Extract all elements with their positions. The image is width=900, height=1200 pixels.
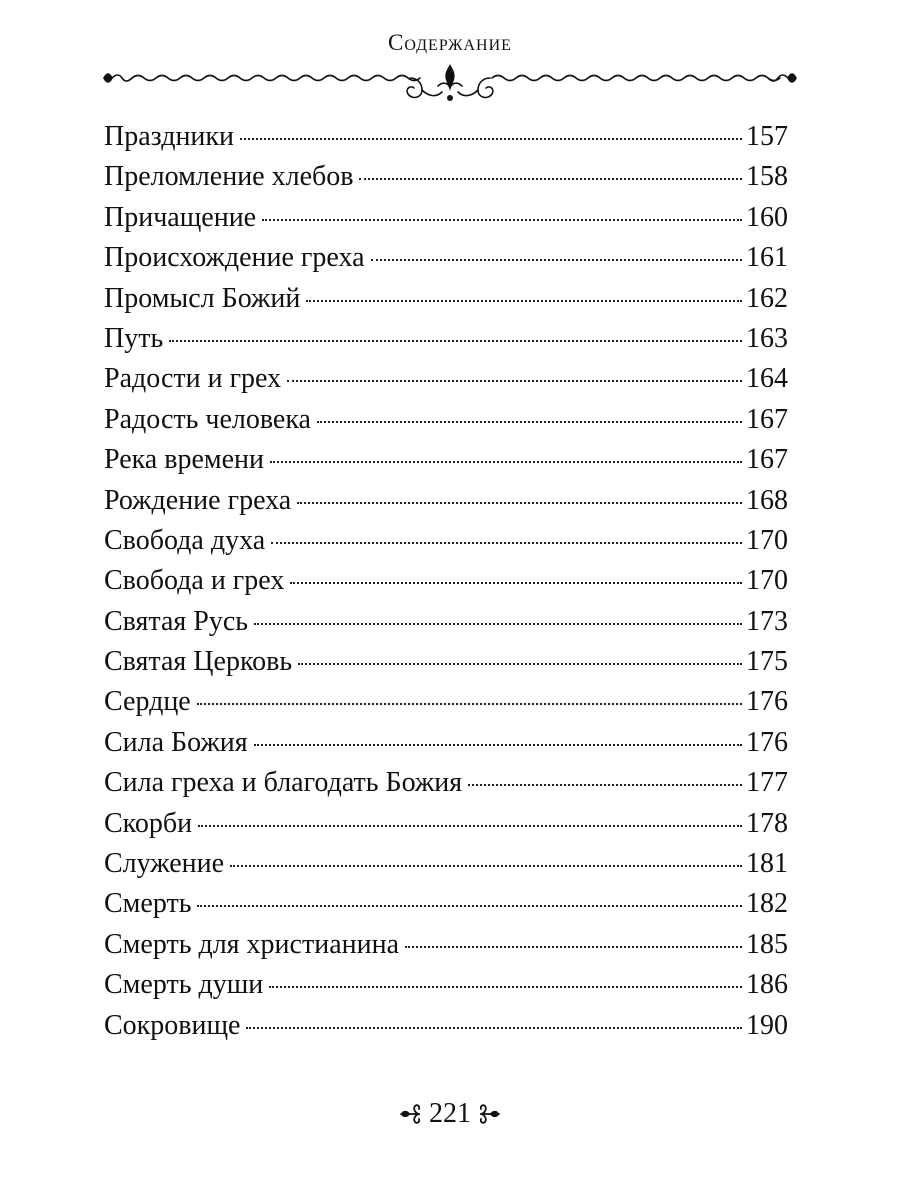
toc-entry-page: 190: [746, 1009, 788, 1041]
toc-entry: [104, 844, 788, 884]
toc-entry-page: 157: [746, 121, 788, 152]
toc-entry-page: 173: [746, 605, 788, 637]
toc-entry: [104, 521, 788, 561]
toc-entry-title: Река времени: [104, 444, 265, 476]
toc-entry: [104, 481, 788, 521]
toc-entry-title: Преломление хлебов: [104, 161, 354, 193]
dot-leader: [198, 825, 742, 827]
toc-entry-page: 167: [746, 403, 788, 435]
toc-entry-page: 163: [746, 322, 788, 354]
toc-entry-title: Сокровище: [104, 1009, 241, 1041]
running-head: Содержание: [388, 30, 512, 55]
toc-entry: [104, 238, 788, 278]
toc-entry-title: Святая Русь: [104, 605, 249, 637]
toc-entry-page: 167: [746, 444, 788, 476]
toc-entry-title: Сердце: [104, 686, 191, 718]
toc-entry-title: Радость человека: [104, 403, 311, 435]
dot-leader: [240, 138, 742, 140]
toc-entry-title: Радости и грех: [104, 363, 282, 395]
dot-leader: [290, 582, 742, 584]
toc-entry-page: 177: [746, 767, 788, 799]
toc-entry: [104, 359, 788, 399]
toc-entry-page: 186: [746, 969, 788, 1001]
toc-entry-title: Служение: [104, 848, 225, 880]
toc-entry-title: Праздники: [104, 121, 235, 152]
right-flourish-icon: [477, 1103, 503, 1125]
dot-leader: [197, 703, 742, 705]
toc-entry: [104, 400, 788, 440]
toc-entry-title: Причащение: [104, 201, 257, 233]
toc-entry-page: 176: [746, 726, 788, 758]
toc-entry: [104, 925, 788, 965]
toc-entry: [104, 723, 788, 763]
toc-entry: [104, 440, 788, 480]
dot-leader: [270, 461, 742, 463]
toc-entry: [104, 602, 788, 642]
dot-leader: [271, 542, 742, 544]
toc-entry: [104, 157, 788, 197]
toc-entry-page: 168: [746, 484, 788, 516]
dot-leader: [306, 300, 742, 302]
toc-entry: [104, 763, 788, 803]
toc-entry: [104, 884, 788, 924]
toc-entry: [104, 319, 788, 359]
toc-entry: [104, 198, 788, 238]
toc-entry-page: 161: [746, 242, 788, 274]
toc-entry-title: Смерть для христианина: [104, 928, 399, 960]
dot-leader: [405, 946, 742, 948]
toc-entry: [104, 561, 788, 601]
toc-entry-title: Смерть: [104, 888, 192, 920]
toc-entry-page: 185: [746, 928, 788, 960]
toc-entry-page: 176: [746, 686, 788, 718]
toc-entry: [104, 804, 788, 844]
dot-leader: [169, 340, 742, 342]
dot-leader: [297, 502, 742, 504]
toc-entry-page: 164: [746, 363, 788, 395]
toc-entry-page: 158: [746, 161, 788, 193]
toc-entry-title: Происхождение греха: [104, 242, 365, 274]
dot-leader: [298, 663, 742, 665]
toc-entry-page: 175: [746, 646, 788, 678]
toc-entry-page: 162: [746, 282, 788, 314]
page-folio: [0, 1098, 900, 1130]
dot-leader: [287, 380, 742, 382]
toc-entry-title: Сила греха и благодать Божия: [104, 767, 463, 799]
dot-leader: [197, 905, 742, 907]
left-flourish-icon: [397, 1103, 423, 1125]
dot-leader: [262, 219, 742, 221]
toc-entry-page: 160: [746, 201, 788, 233]
toc-entry-title: Свобода духа: [104, 524, 266, 556]
toc-entry-title: Смерть души: [104, 969, 264, 1001]
toc-entry-title: Путь: [104, 322, 164, 354]
page-number: 221: [429, 1098, 471, 1129]
toc-entry-title: Свобода и грех: [104, 565, 285, 597]
dot-leader: [246, 1027, 742, 1029]
dot-leader: [317, 421, 742, 423]
dot-leader: [359, 178, 742, 180]
toc-entry: [104, 965, 788, 1005]
toc-entry: [104, 642, 788, 682]
dot-leader: [254, 744, 742, 746]
toc-entry-page: 181: [746, 848, 788, 880]
toc-entry-title: Промысл Божий: [104, 282, 301, 314]
toc-entry-page: 178: [746, 807, 788, 839]
table-of-contents: [104, 117, 788, 1046]
toc-entry: [104, 1006, 788, 1046]
dot-leader: [269, 986, 742, 988]
toc-entry-title: Скорби: [104, 807, 193, 839]
toc-entry-title: Сила Божия: [104, 726, 248, 758]
toc-entry-title: Рождение греха: [104, 484, 292, 516]
toc-entry: [104, 682, 788, 722]
toc-entry: [104, 117, 788, 157]
toc-entry-page: 170: [746, 565, 788, 597]
dot-leader: [230, 865, 742, 867]
toc-entry: [104, 279, 788, 319]
ornamental-divider: [100, 60, 800, 106]
toc-entry-page: 182: [746, 888, 788, 920]
dot-leader: [371, 259, 742, 261]
toc-entry-title: Святая Церковь: [104, 646, 293, 678]
dot-leader: [254, 623, 742, 625]
toc-entry-page: 170: [746, 524, 788, 556]
dot-leader: [468, 784, 742, 786]
